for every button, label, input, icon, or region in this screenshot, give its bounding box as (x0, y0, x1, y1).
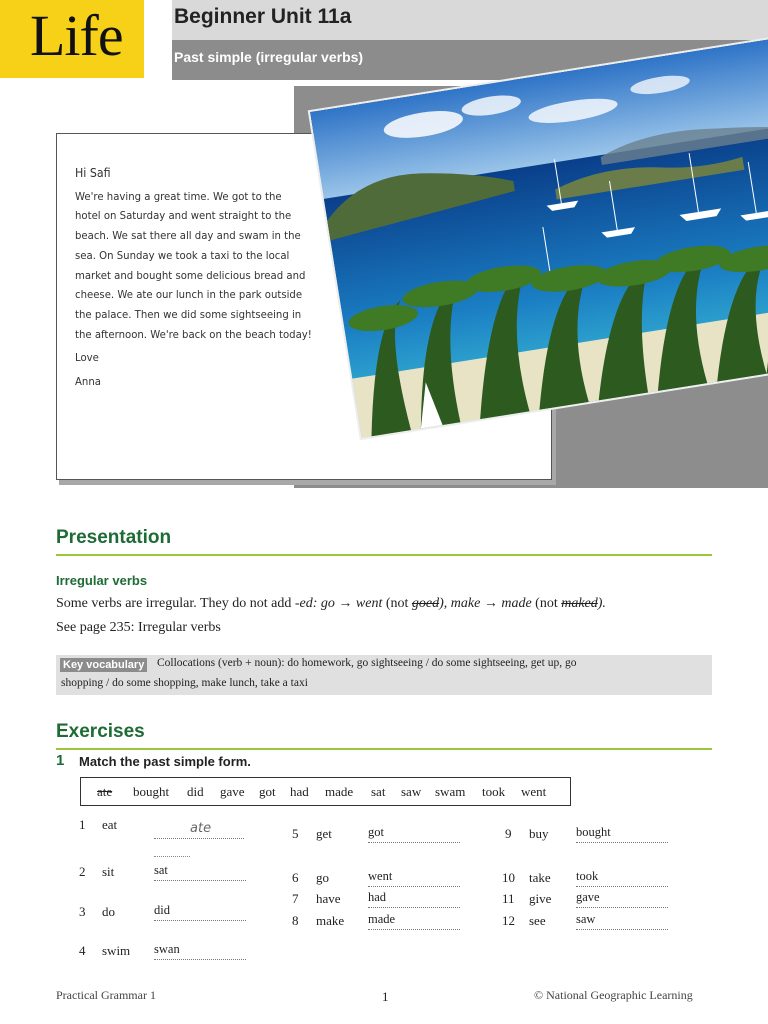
letter-line: the palace. Then we did some sightseeing in (75, 307, 302, 321)
answer-field[interactable]: gave (576, 890, 668, 908)
item-verb: take (529, 870, 551, 885)
item-verb: have (316, 891, 341, 906)
answer-dotline (154, 856, 190, 857)
item-number: 4 (79, 943, 86, 958)
key-vocabulary-box (56, 655, 712, 695)
letter-line: the afternoon. We're back on the beach today! (75, 327, 312, 341)
footer-page-number: 1 (382, 989, 389, 1004)
word-box-item: did (187, 784, 204, 799)
vocabulary-line-2: shopping / do some shopping, make lunch, take a taxi (61, 677, 308, 689)
item-verb: do (102, 904, 115, 919)
item-number: 1 (79, 817, 86, 832)
word-box (80, 777, 571, 806)
word-box-item: went (521, 784, 547, 799)
item-verb: make (316, 913, 345, 928)
exercise-instruction: Match the past simple form. (79, 754, 251, 769)
answer-field[interactable]: saw (576, 912, 668, 930)
explanation-end: ). (597, 596, 606, 611)
example-went: went (355, 596, 383, 611)
item-number: 10 (502, 870, 515, 885)
word-box-item: saw (401, 784, 422, 799)
word-box-item: made (325, 784, 354, 799)
answer-field[interactable]: ate (154, 821, 244, 839)
letter-line: sea. On Sunday we took a taxi to the local (75, 248, 290, 262)
vocabulary-line-1: Collocations (verb + noun): do homework, go sightseeing / do some sightseeing, get up, go (157, 657, 577, 669)
item-verb: get (316, 826, 332, 841)
presentation-rule (56, 554, 712, 556)
word-box-item: got (259, 784, 276, 799)
letter-body (75, 187, 312, 345)
letter-line: cheese. We ate our lunch in the park outside (75, 288, 303, 302)
example-made: made (501, 596, 532, 611)
explanation-not: (not (531, 596, 562, 611)
word-box-item: ate (97, 784, 113, 799)
unit-title: Beginner Unit 11a (174, 5, 352, 28)
word-box-item: swam (435, 784, 466, 799)
item-number: 3 (79, 904, 86, 919)
see-page-reference: See page 235: Irregular verbs (56, 620, 221, 635)
item-number: 9 (505, 826, 512, 841)
footer-book-title: Practical Grammar 1 (56, 988, 156, 1002)
item-number: 7 (292, 891, 299, 906)
letter-text (75, 164, 312, 396)
item-number: 2 (79, 864, 86, 879)
explanation-not: (not (382, 596, 412, 611)
word-box-item: gave (220, 784, 245, 799)
item-number: 6 (292, 870, 299, 885)
answer-field[interactable]: made (368, 912, 460, 930)
exercises-rule (56, 748, 712, 750)
presentation-heading: Presentation (56, 527, 172, 548)
item-verb: buy (529, 826, 549, 841)
explanation-text: Some verbs are irregular. They do not add (56, 596, 295, 611)
arrow: → (334, 596, 356, 611)
item-verb: sit (102, 864, 115, 879)
answer-field[interactable]: did (154, 903, 246, 921)
letter-line: hotel on Saturday and went straight to the (75, 209, 292, 223)
letter-line: market and bought some delicious bread and (75, 268, 306, 282)
item-verb: eat (102, 817, 118, 832)
answer-field[interactable]: took (576, 869, 668, 887)
letter-signature: Anna (75, 375, 101, 389)
answer-field[interactable]: had (368, 890, 460, 908)
exercises-heading: Exercises (56, 721, 145, 742)
answer-field[interactable]: swan (154, 942, 246, 960)
item-number: 12 (502, 913, 515, 928)
item-verb: go (316, 870, 329, 885)
word-box-item: had (290, 784, 309, 799)
letter-greeting: Hi Safi (75, 166, 111, 180)
exercise-number: 1 (56, 752, 65, 769)
word-box-item: took (482, 784, 506, 799)
item-number: 8 (292, 913, 299, 928)
irregular-verbs-explanation (56, 596, 606, 612)
footer-copyright: © National Geographic Learning (534, 988, 693, 1002)
life-logo (0, 0, 144, 78)
answer-field[interactable]: went (368, 869, 460, 887)
answer-field[interactable]: got (368, 825, 460, 843)
letter-closing: Love (75, 351, 99, 365)
item-verb: see (529, 913, 546, 928)
example-go: -ed: go (294, 596, 335, 611)
unit-title-bar (172, 0, 768, 40)
unit-subtitle: Past simple (irregular verbs) (174, 49, 364, 65)
item-number: 11 (502, 891, 515, 906)
letter-line: beach. We sat there all day and swam in the (75, 229, 301, 243)
strike-maked: maked (561, 596, 598, 611)
word-box-item: sat (371, 784, 386, 799)
logo-text: Life (30, 3, 123, 68)
answer-field[interactable]: sat (154, 863, 246, 881)
word-box-item: bought (133, 784, 170, 799)
item-verb: swim (102, 943, 131, 958)
arrow: → (480, 596, 502, 611)
item-number: 5 (292, 826, 299, 841)
irregular-verbs-heading: Irregular verbs (56, 573, 148, 588)
item-verb: give (529, 891, 552, 906)
example-make: ), make (439, 596, 481, 611)
strike-goed: goed (411, 596, 440, 611)
key-vocabulary-tag: Key vocabulary (60, 658, 147, 672)
answer-field[interactable]: bought (576, 825, 668, 843)
letter-line: We're having a great time. We got to the (75, 189, 282, 203)
